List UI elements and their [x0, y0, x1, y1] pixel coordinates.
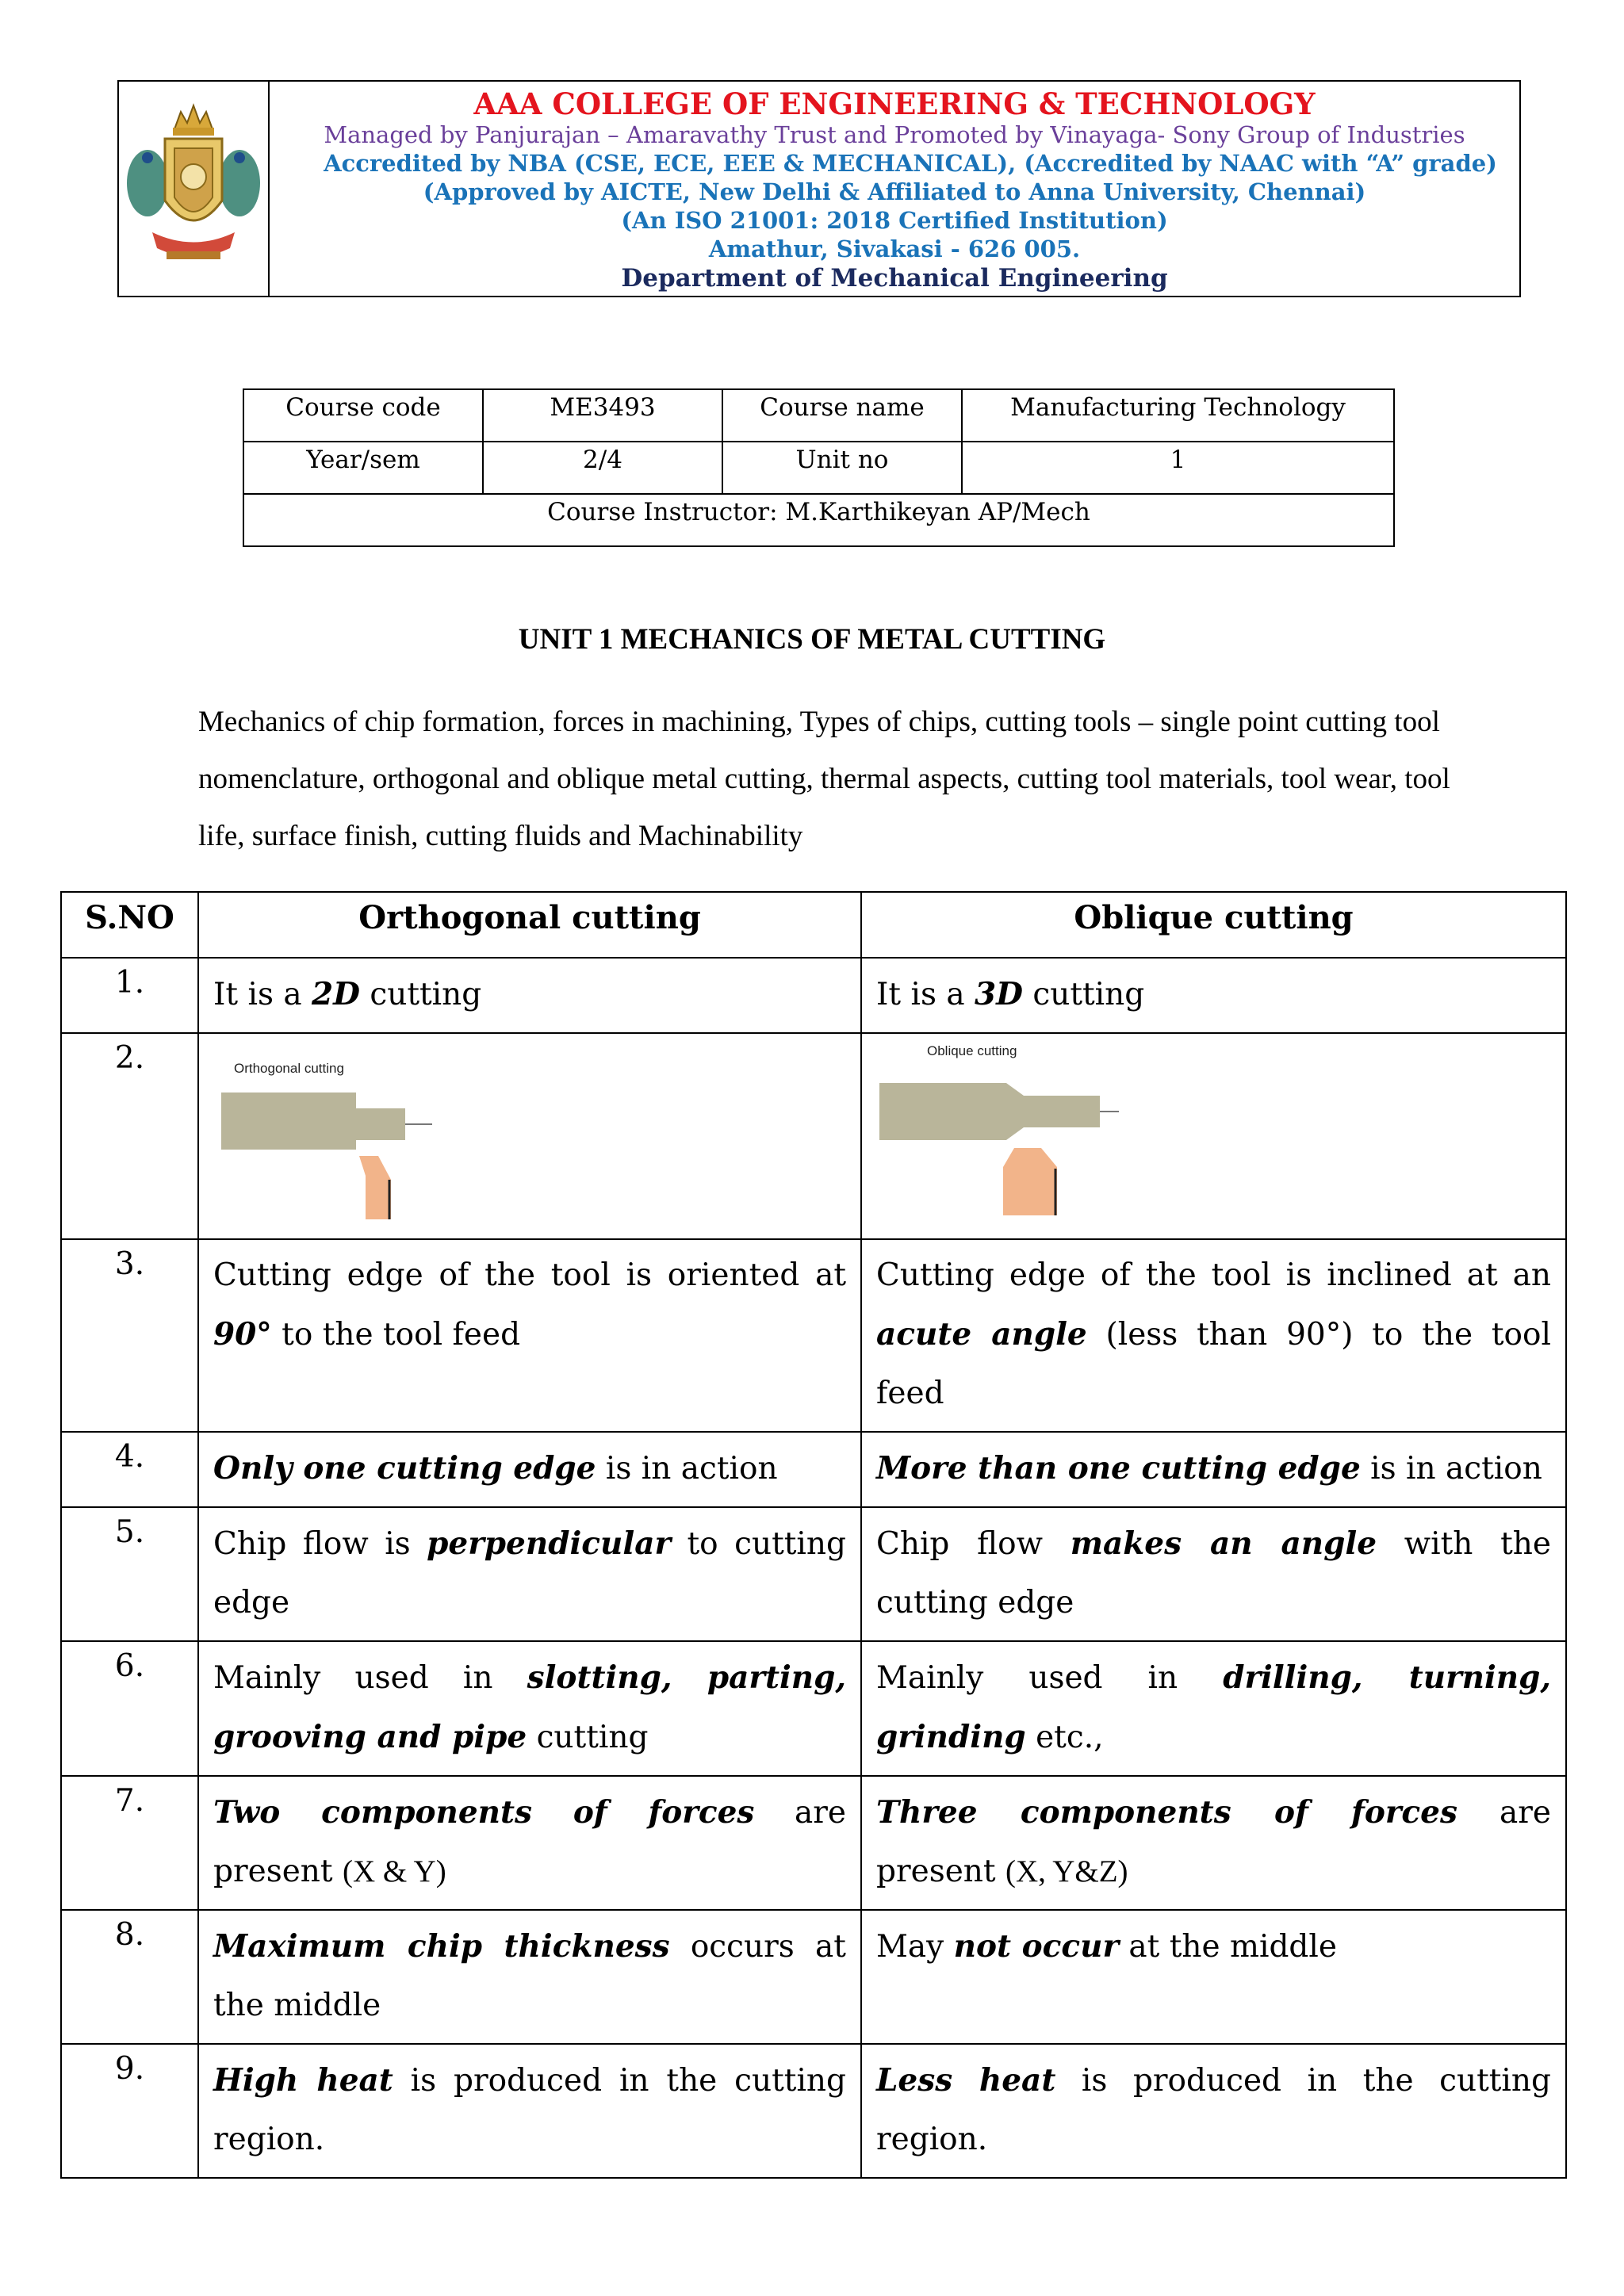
unit-no-label: Unit no — [722, 442, 962, 494]
unit-title: UNIT 1 MECHANICS OF METAL CUTTING — [518, 623, 1106, 656]
header-orthogonal: Orthogonal cutting — [198, 892, 861, 958]
cell-text: to the tool feed — [271, 1317, 521, 1353]
cell-text: cutting — [527, 1720, 649, 1755]
cell-text: Mainly used in — [213, 1660, 527, 1696]
department-line: Department of Mechanical Engineering — [621, 264, 1168, 293]
table-row — [61, 958, 1566, 1033]
emphasis-text: Two components of forces — [213, 1794, 755, 1831]
header-oblique: Oblique cutting — [861, 892, 1566, 958]
college-logo-icon — [119, 82, 268, 296]
course-name-value: Manufacturing Technology — [962, 389, 1394, 442]
axes-text: (X, Y&Z) — [1005, 1854, 1128, 1888]
table-row — [61, 1776, 1566, 1910]
college-header — [117, 80, 1521, 297]
orthogonal-diagram-cell — [198, 1033, 861, 1239]
orthogonal-cell — [198, 1507, 861, 1641]
emphasis-text: drilling, turning, grinding — [876, 1659, 1551, 1755]
oblique-cell — [861, 1910, 1566, 2044]
managed-by-line: Managed by Panjurajan – Amaravathy Trust and Promoted by Vinayaga- Sony Group of Industries — [324, 121, 1465, 148]
cell-text: occurs at the middle — [213, 1929, 846, 2023]
emphasis-text: Less heat — [876, 2062, 1056, 2099]
table-row — [61, 1033, 1566, 1239]
serial-number: 8. — [61, 1910, 198, 2044]
serial-number: 9. — [61, 2044, 198, 2178]
cell-text: are present — [213, 1795, 846, 1889]
table-header-row — [61, 892, 1566, 958]
cell-text: is produced in the cutting region. — [213, 2063, 846, 2157]
address-line: Amathur, Sivakasi - 626 005. — [708, 235, 1081, 262]
table-row — [61, 1507, 1566, 1641]
oblique-cell — [861, 1776, 1566, 1910]
cell-text: May — [876, 1929, 954, 1965]
cell-text: is in action — [596, 1451, 778, 1487]
orthogonal-cell — [198, 1239, 861, 1432]
emphasis-text: 90° — [213, 1316, 272, 1353]
workpiece-step-shape — [356, 1108, 405, 1140]
college-name: AAA COLLEGE OF ENGINEERING & TECHNOLOGY — [473, 86, 1316, 121]
comparison-body — [61, 958, 1566, 2178]
cell-text: cutting — [359, 977, 482, 1012]
workpiece-shape — [879, 1083, 1006, 1140]
orthogonal-cell — [198, 1641, 861, 1776]
oblique-cell — [861, 958, 1566, 1033]
emphasis-text: Maximum chip thickness — [213, 1928, 670, 1965]
serial-number: 7. — [61, 1776, 198, 1910]
workpiece-step-shape — [1024, 1096, 1100, 1127]
oblique-cell — [861, 1641, 1566, 1776]
emphasis-text: perpendicular — [427, 1525, 672, 1562]
emphasis-text: acute angle — [876, 1316, 1087, 1353]
unit-no-value: 1 — [962, 442, 1394, 494]
emphasis-text: not occur — [953, 1928, 1119, 1965]
cell-text: with the cutting edge — [876, 1526, 1551, 1621]
course-name-label: Course name — [722, 389, 962, 442]
comparison-table — [60, 891, 1567, 2179]
emphasis-text: High heat — [213, 2062, 393, 2099]
table-row — [61, 2044, 1566, 2178]
cell-text: Chip flow is — [213, 1526, 427, 1562]
emphasis-text: 2D — [312, 976, 360, 1012]
axes-text: (X & Y) — [342, 1854, 446, 1888]
emphasis-text: slotting, parting, grooving and pipe — [213, 1659, 846, 1755]
serial-number: 5. — [61, 1507, 198, 1641]
orthogonal-cell — [198, 2044, 861, 2178]
logo-cell — [119, 82, 270, 296]
oblique-diagram-label: Oblique cutting — [927, 1043, 1017, 1058]
table-row — [61, 1239, 1566, 1432]
course-instructor: Course Instructor: M.Karthikeyan AP/Mech — [243, 494, 1394, 546]
serial-number: 6. — [61, 1641, 198, 1776]
course-info-row — [243, 389, 1394, 442]
year-sem-label: Year/sem — [243, 442, 483, 494]
oblique-cell — [861, 1432, 1566, 1507]
cell-text: at the middle — [1119, 1929, 1337, 1965]
tool-shape — [359, 1156, 391, 1219]
course-code-value: ME3493 — [483, 389, 722, 442]
cell-text: It is a — [213, 977, 312, 1012]
course-code-label: Course code — [243, 389, 483, 442]
orthogonal-cell — [198, 1776, 861, 1910]
tool-shape — [1003, 1148, 1057, 1215]
orthogonal-cell — [198, 1432, 861, 1507]
oblique-cell — [861, 2044, 1566, 2178]
course-info-row — [243, 442, 1394, 494]
oblique-cell — [861, 1239, 1566, 1432]
serial-number: 3. — [61, 1239, 198, 1432]
serial-number: 1. — [61, 958, 198, 1033]
emphasis-text: 3D — [975, 976, 1023, 1012]
cell-text: is in action — [1360, 1451, 1542, 1487]
cell-text: (less than 90°) to the tool feed — [876, 1317, 1551, 1411]
course-info-row — [243, 494, 1394, 546]
cell-text: etc., — [1025, 1720, 1104, 1755]
accreditation-line: Accredited by NBA (CSE, ECE, EEE & MECHANICAL), (Accredited by NAAC with “A” grade) — [324, 150, 1497, 177]
cell-text: Cutting edge of the tool is inclined at an — [876, 1257, 1551, 1293]
serial-number: 2. — [61, 1033, 198, 1239]
table-row — [61, 1641, 1566, 1776]
workpiece-taper-shape — [1006, 1083, 1024, 1140]
emphasis-text: Three components of forces — [876, 1794, 1457, 1831]
cell-text: Mainly used in — [876, 1660, 1224, 1696]
cell-text: It is a — [876, 977, 975, 1012]
table-row — [61, 1910, 1566, 2044]
table-row — [61, 1432, 1566, 1507]
oblique-diagram-cell — [861, 1033, 1566, 1239]
cell-text: Cutting edge of the tool is oriented at — [213, 1257, 846, 1293]
workpiece-shape — [221, 1093, 356, 1150]
cell-text: is produced in the cutting region. — [876, 2063, 1551, 2157]
oblique-cell — [861, 1507, 1566, 1641]
header-text — [270, 82, 1519, 296]
year-sem-value: 2/4 — [483, 442, 722, 494]
cell-text: cutting — [1022, 977, 1145, 1012]
orthogonal-cell — [198, 1910, 861, 2044]
emphasis-text: makes an angle — [1070, 1525, 1377, 1562]
cell-text: Chip flow — [876, 1526, 1071, 1562]
serial-number: 4. — [61, 1432, 198, 1507]
oblique-cutting-diagram — [873, 1045, 1127, 1219]
emphasis-text: More than one cutting edge — [876, 1450, 1361, 1487]
orthogonal-cell — [198, 958, 861, 1033]
approval-line: (Approved by AICTE, New Delhi & Affiliated to Anna University, Chennai) — [423, 178, 1366, 205]
cell-text: to cutting edge — [213, 1526, 846, 1621]
course-info-table — [243, 388, 1395, 547]
syllabus-paragraph: Mechanics of chip formation, forces in machining, Types of chips, cutting tools – single point cutting tool nomenclature, orthogonal and oblique metal cutting, thermal aspects, cutting tool materials, tool wear, tool life, surface finish, cutting fluids and Machinability — [198, 706, 1450, 852]
cell-text: are present — [876, 1795, 1552, 1889]
emphasis-text: Only one cutting edge — [213, 1450, 596, 1487]
iso-line: (An ISO 21001: 2018 Certified Institution) — [621, 207, 1168, 234]
orthogonal-diagram-label: Orthogonal cutting — [234, 1061, 344, 1076]
header-sno: S.NO — [61, 892, 198, 958]
